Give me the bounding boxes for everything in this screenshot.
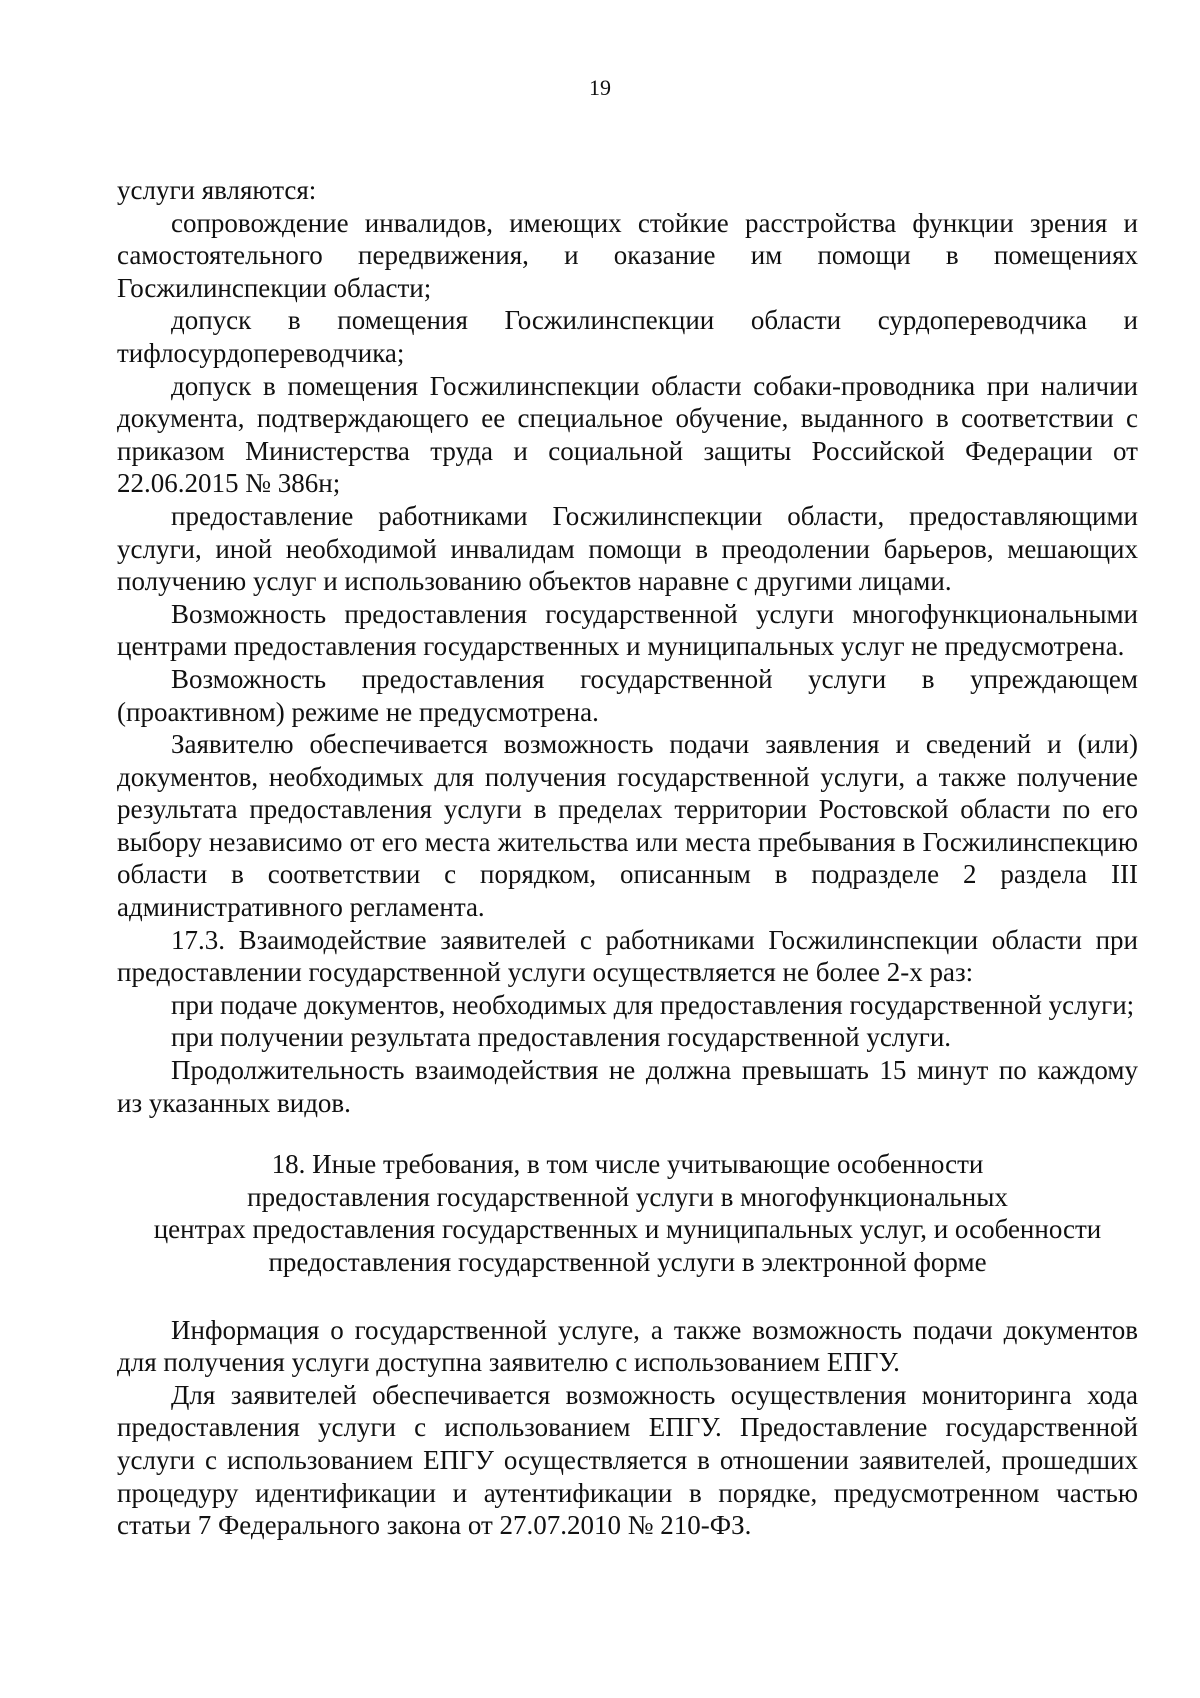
- paragraph: Заявителю обеспечивается возможность подачи заявления и сведений и (или) документов, необходимых для получения государственной услуги, а также получение результата предоставления услуги в пределах территории Ростовской области по его выбору независимо от его места жительства или места пребывания в Госжилинспекцию области в соответствии с порядком, описанным в подразделе 2 раздела III административного регламента.: [117, 729, 1138, 923]
- page-number: 19: [589, 75, 611, 100]
- paragraph: при подаче документов, необходимых для предоставления государственной услуги;: [171, 989, 1135, 1020]
- paragraph: Продолжительность взаимодействия не должна превышать 15 минут по каждому из указанных видов.: [117, 1055, 1138, 1118]
- paragraph: Для заявителей обеспечивается возможность осуществления мониторинга хода предоставления услуги с использованием ЕПГУ. Предоставление государственной услуги с использованием ЕПГУ осуществляется в отношении заявителей, прошедших процедуру идентификации и аутентификации в порядке, предусмотренном частью статьи 7 Федерального закона от 27.07.2010 № 210-ФЗ.: [117, 1379, 1138, 1541]
- paragraph: 17.3. Взаимодействие заявителей с работниками Госжилинспекции области при предоставлении государственной услуги осуществляется не более 2-х раз:: [117, 924, 1138, 988]
- heading-line: предоставления государственной услуги в многофункциональных: [247, 1181, 1008, 1212]
- paragraphs-before-heading: [117, 174, 1138, 1119]
- document-body: [117, 174, 1138, 1542]
- paragraph: Возможность предоставления государственной услуги в упреждающем (проактивном) режиме не предусмотрена.: [117, 663, 1138, 727]
- paragraph: предоставление работниками Госжилинспекции области, предоставляющими услуги, иной необходимой инвалидам помощи в преодолении барьеров, мешающих получению услуг и использованию объектов наравне с другими лицами.: [117, 500, 1138, 597]
- heading-line: 18. Иные требования, в том числе учитывающие особенности: [271, 1149, 984, 1180]
- paragraphs-after-heading: [117, 1314, 1138, 1542]
- paragraph: при получении результата предоставления государственной услуги.: [171, 1022, 952, 1053]
- paragraph: допуск в помещения Госжилинспекции области собаки-проводника при наличии документа, подтверждающего ее специальное обучение, выданного в соответствии с приказом Министерства труда и социальной защиты Российской Федерации от 22.06.2015 № 386н;: [117, 370, 1138, 499]
- paragraph: услуги являются:: [117, 175, 317, 205]
- heading-line: предоставления государственной услуги в электронной форме: [268, 1247, 987, 1277]
- paragraph: Информация о государственной услуге, а также возможность подачи документов для получения услуги доступна заявителю с использованием ЕПГУ.: [117, 1314, 1138, 1378]
- paragraph: сопровождение инвалидов, имеющих стойкие расстройства функции зрения и самостоятельного передвижения, и оказание им помощи в помещениях Госжилинспекции области;: [117, 207, 1138, 303]
- paragraph: допуск в помещения Госжилинспекции области сурдопереводчика и тифлосурдопереводчика;: [117, 305, 1138, 368]
- section-heading: [117, 1148, 1138, 1278]
- heading-line: центрах предоставления государственных и муниципальных услуг, и особенности: [153, 1214, 1102, 1245]
- paragraph: Возможность предоставления государственной услуги многофункциональными центрами предоставления государственных и муниципальных услуг не предусмотрена.: [117, 598, 1138, 662]
